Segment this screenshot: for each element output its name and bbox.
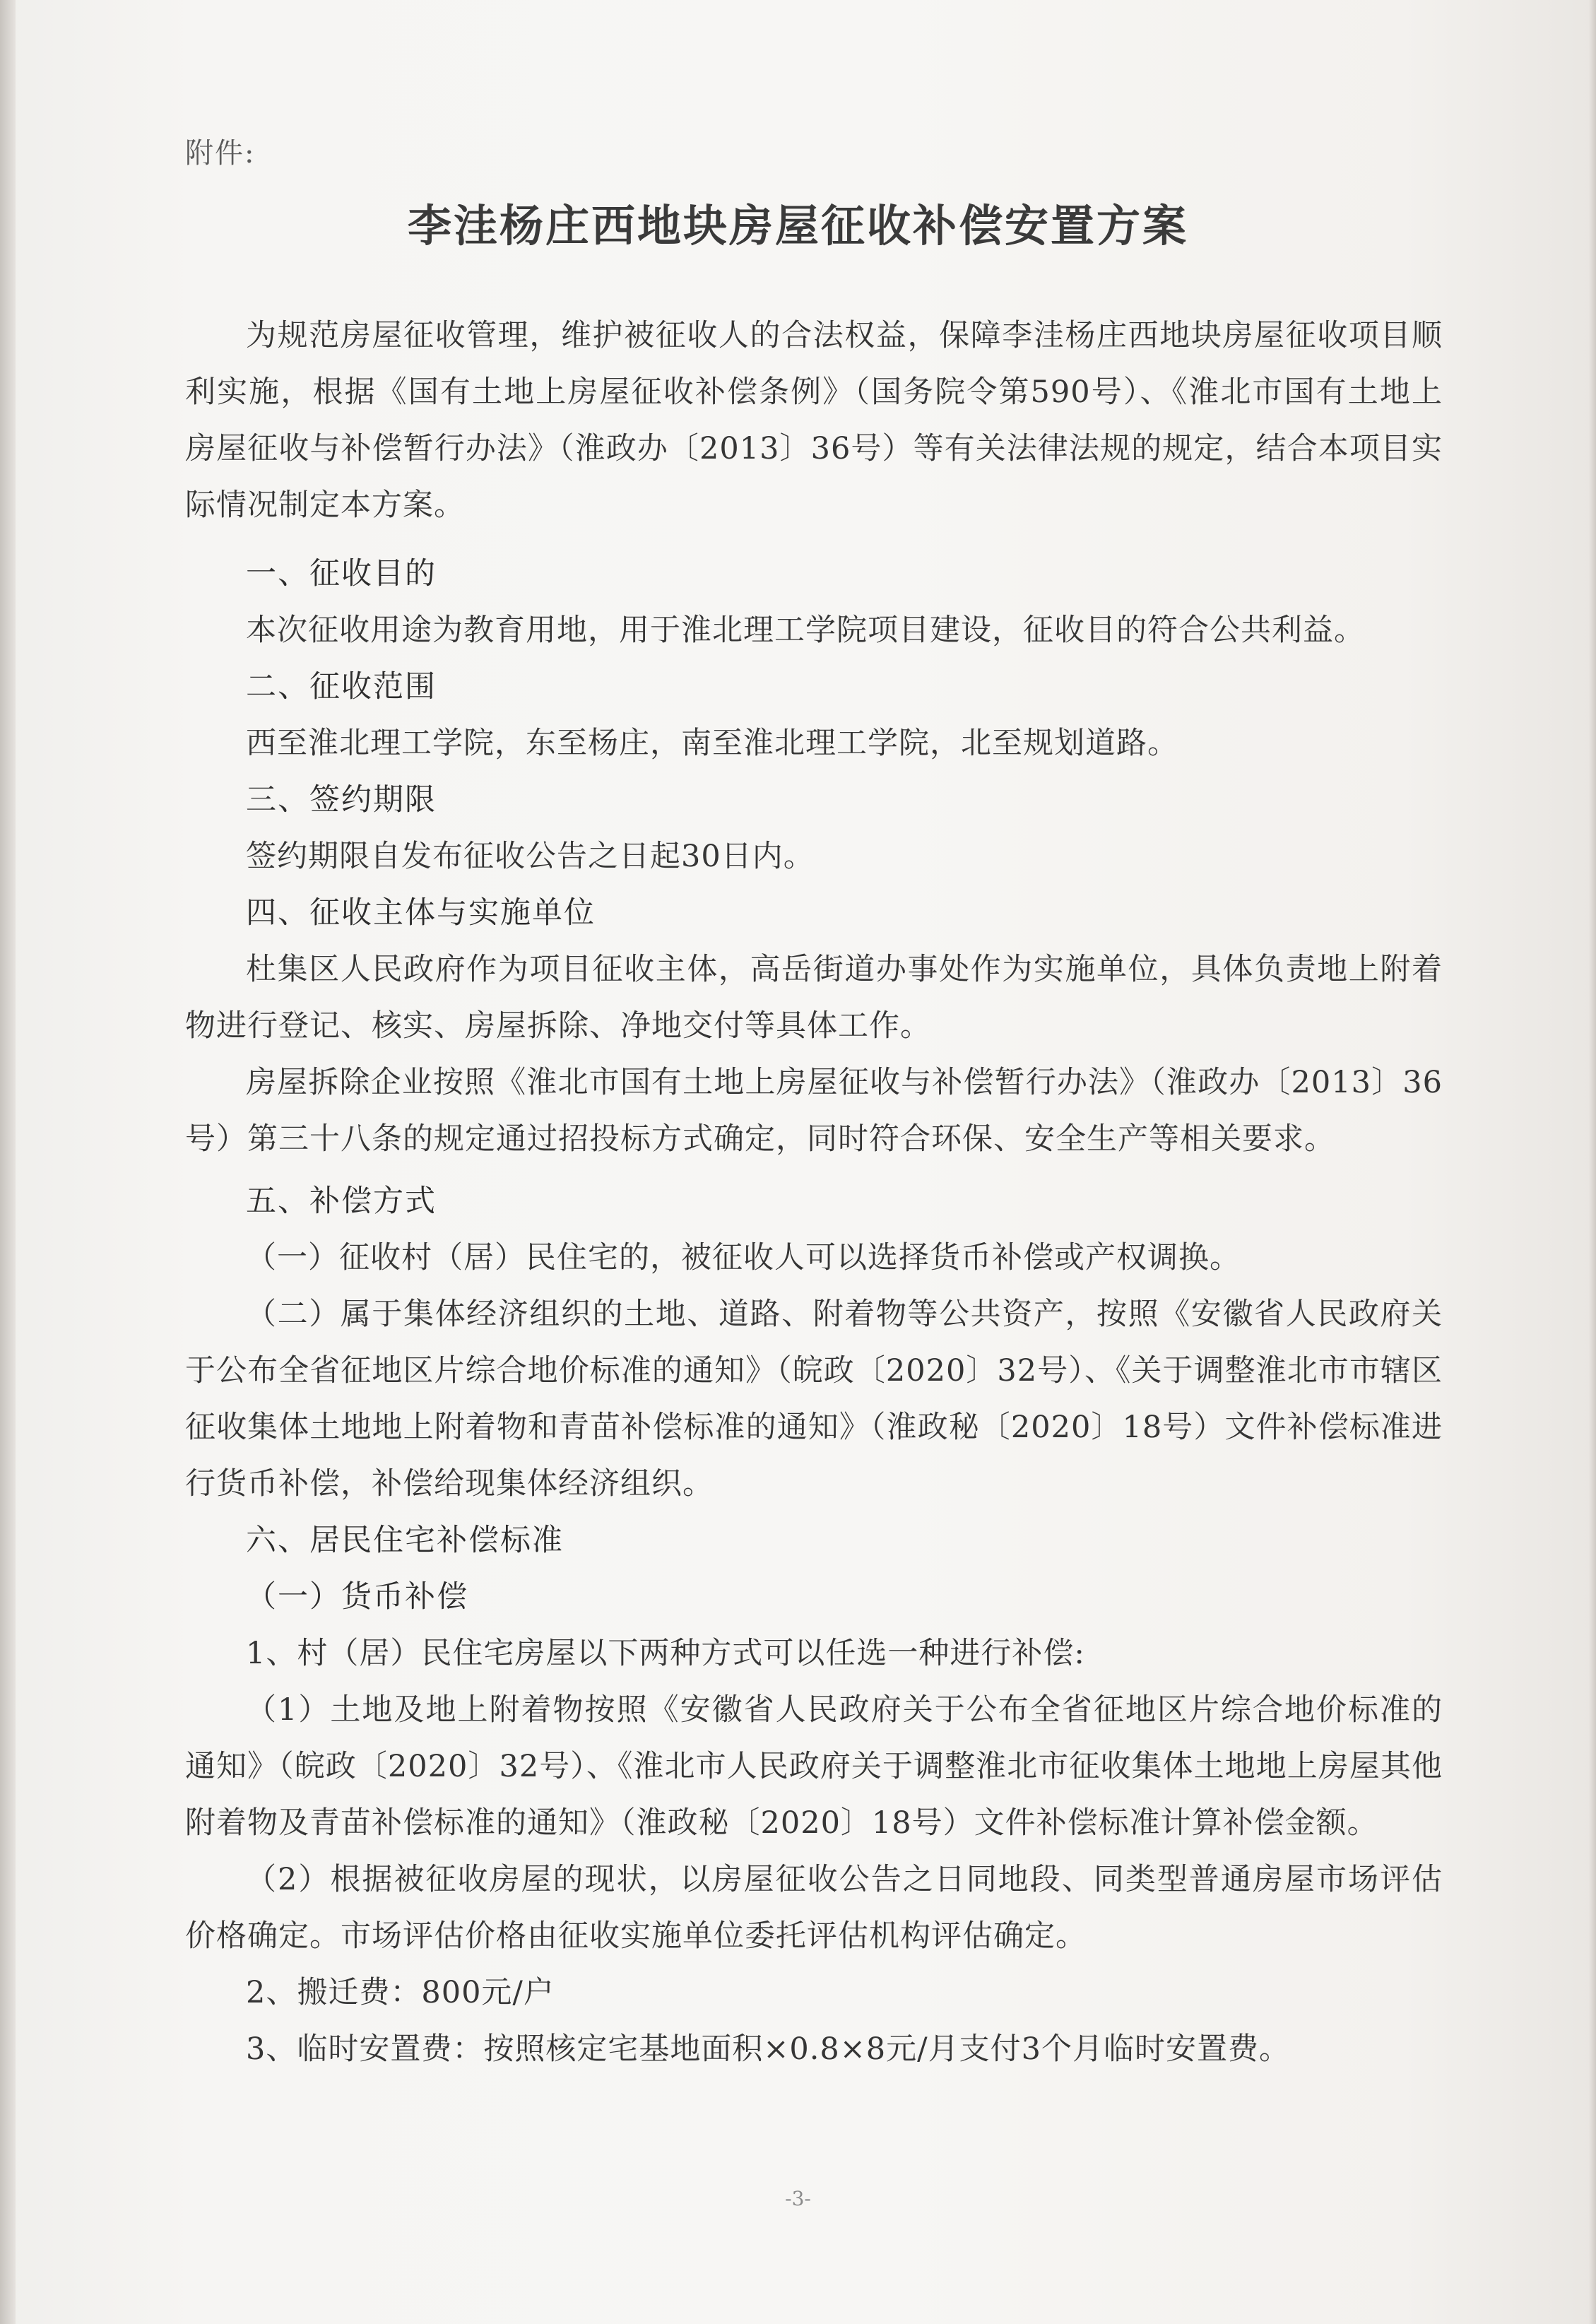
attachment-label: 附件:: [185, 137, 256, 170]
section-5-text-1: （一）征收村（居）民住宅的，被征收人可以选择货币补偿或产权调换。: [246, 1240, 1241, 1275]
section-4-text-2: 房屋拆除企业按照《淮北市国有土地上房屋征收与补偿暂行办法》（淮政办〔2013〕36号）第三十八条的规定通过招投标方式确定，同时符合环保、安全生产等相关要求。: [185, 1065, 1443, 1157]
section-1-text: 本次征收用途为教育用地，用于淮北理工学院项目建设，征收目的符合公共利益。: [246, 613, 1365, 648]
page-number: -3-: [785, 2187, 811, 2210]
section-5-heading: 五、补偿方式: [246, 1184, 437, 1219]
section-6-subheading-1: （一）货币补偿: [246, 1579, 468, 1615]
section-3-text: 签约期限自发布征收公告之日起30日内。: [246, 839, 815, 874]
section-6-heading: 六、居民住宅补偿标准: [246, 1523, 564, 1558]
section-2-text: 西至淮北理工学院，东至杨庄，南至淮北理工学院，北至规划道路。: [246, 726, 1178, 761]
section-1-heading: 一、征收目的: [246, 556, 437, 591]
page-edge-left: [0, 0, 16, 2324]
section-2-heading: 二、征收范围: [246, 669, 437, 704]
page-edge-right: [1589, 0, 1596, 2324]
section-6-item-1-2: （2）根据被征收房屋的现状，以房屋征收公告之日同地段、同类型普通房屋市场评估价格确定。市场评估价格由征收实施单位委托评估机构评估确定。: [185, 1862, 1443, 1954]
section-5-text-2: （二）属于集体经济组织的土地、道路、附着物等公共资产，按照《安徽省人民政府关于公布全省征地区片综合地价标准的通知》（皖政〔2020〕32号）、《关于调整淮北市市辖区征收集体土地地上附着物和青苗补偿标准的通知》（淮政秘〔2020〕18号）文件补偿标准进行货币补偿，补偿给现集体经济组织。: [185, 1297, 1443, 1502]
section-6-item-1-1: （1）土地及地上附着物按照《安徽省人民政府关于公布全省征地区片综合地价标准的通知》（皖政〔2020〕32号）、《淮北市人民政府关于调整淮北市征收集体土地地上房屋其他附着物及青苗补偿标准的通知》（淮政秘〔2020〕18号）文件补偿标准计算补偿金额。: [185, 1692, 1443, 1841]
section-6-item-2: 2、搬迁费：800元/户: [246, 1975, 555, 2010]
document-title: 李洼杨庄西地块房屋征收补偿安置方案: [407, 200, 1188, 252]
section-4-text-1: 杜集区人民政府作为项目征收主体，高岳街道办事处作为实施单位，具体负责地上附着物进行登记、核实、房屋拆除、净地交付等具体工作。: [185, 952, 1443, 1044]
intro-paragraph: 为规范房屋征收管理，维护被征收人的合法权益，保障李洼杨庄西地块房屋征收项目顺利实施，根据《国有土地上房屋征收补偿条例》（国务院令第590号）、《淮北市国有土地上房屋征收与补偿暂行办法》（淮政办〔2013〕36号）等有关法律法规的规定，结合本项目实际情况制定本方案。: [185, 318, 1443, 523]
section-4-heading: 四、征收主体与实施单位: [246, 895, 596, 931]
section-3-heading: 三、签约期限: [246, 782, 437, 818]
section-6-item-3: 3、临时安置费：按照核定宅基地面积×0.8×8元/月支付3个月临时安置费。: [246, 2031, 1291, 2067]
section-6-item-1: 1、村（居）民住宅房屋以下两种方式可以任选一种进行补偿:: [246, 1636, 1085, 1671]
